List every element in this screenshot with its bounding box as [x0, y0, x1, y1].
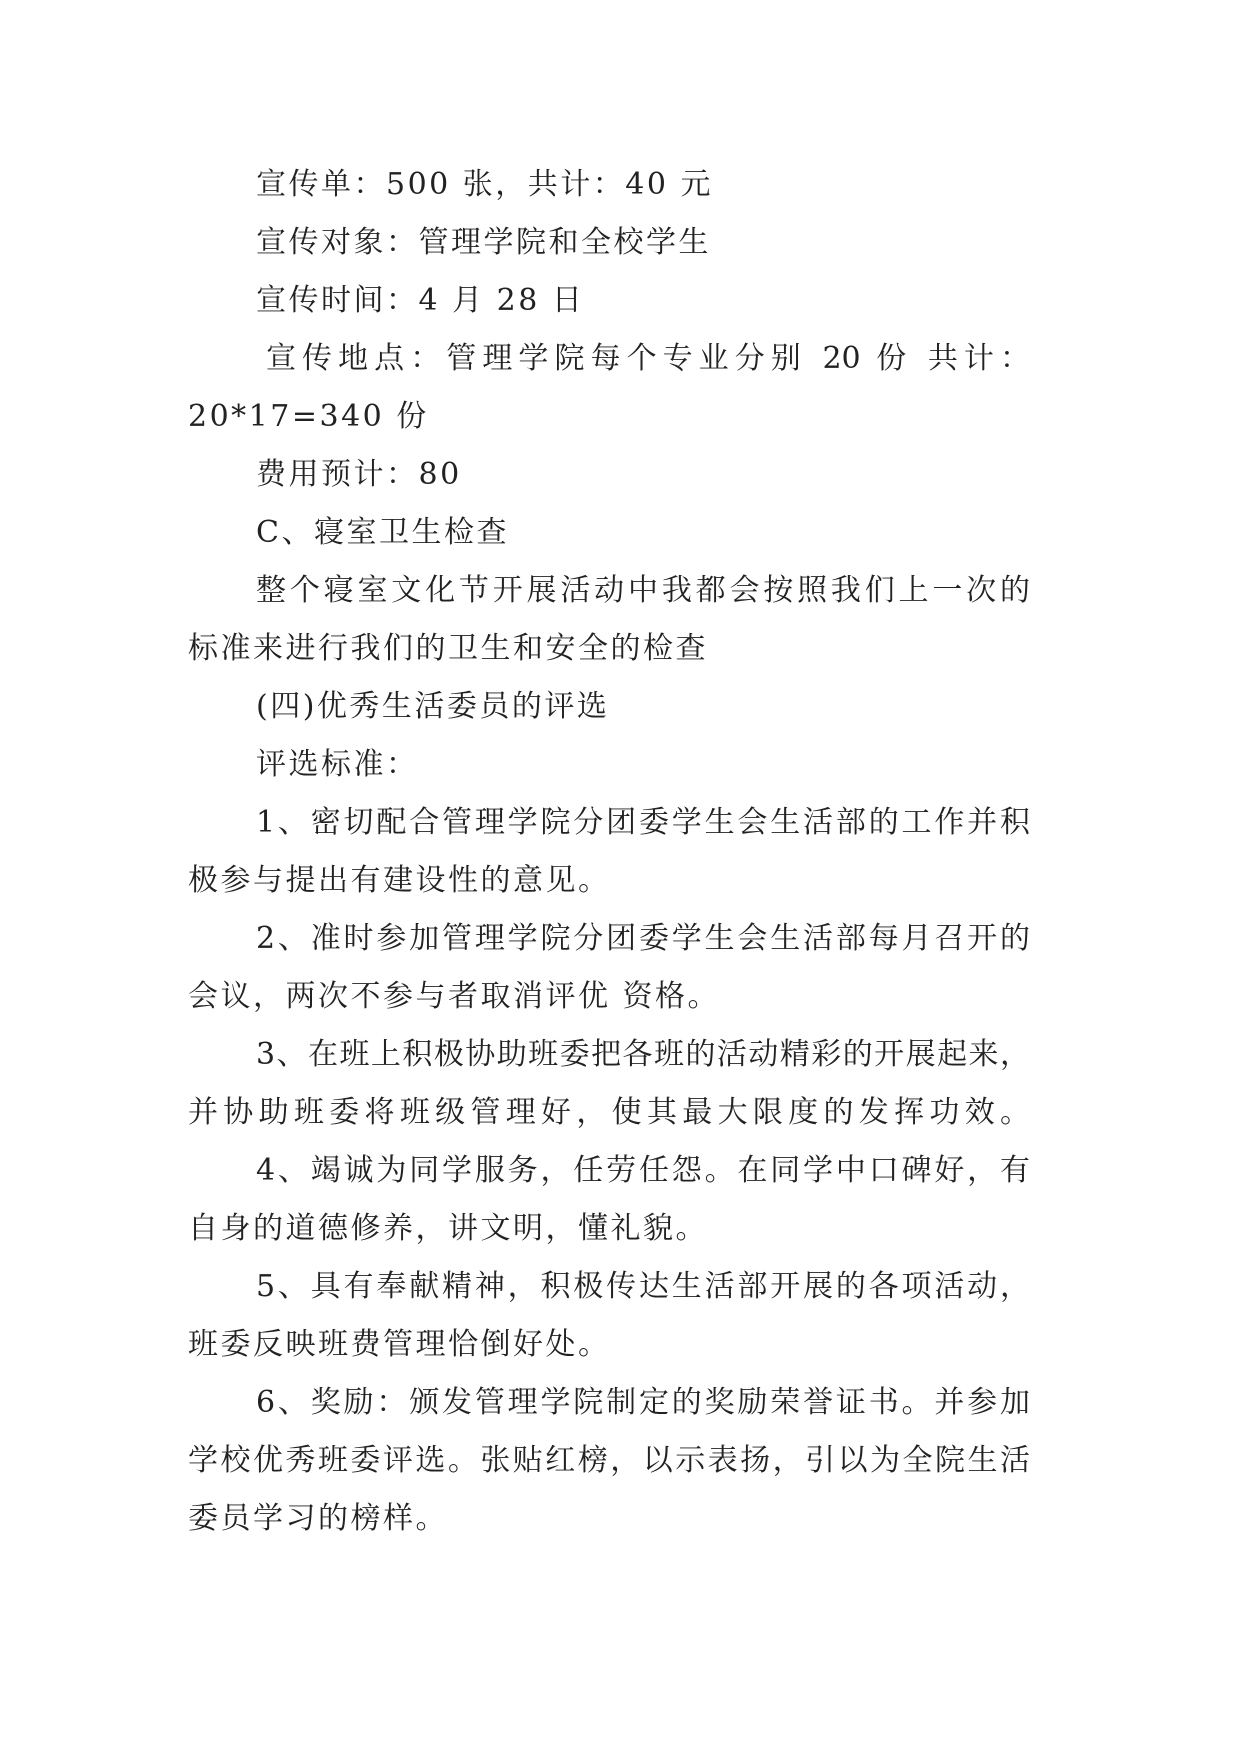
criterion-1-line-1: 1、密切配合管理学院分团委学生会生活部的工作并积 [256, 805, 1030, 840]
criterion-5-line-1: 5、具有奉献精神，积极传达生活部开展的各项活动， [256, 1269, 1030, 1304]
section-four-heading: (四)优秀生活委员的评选 [256, 689, 610, 724]
document-body [188, 156, 1058, 1548]
promotion-target-line: 宣传对象：管理学院和全校学生 [256, 225, 711, 260]
cost-estimate-line: 费用预计：80 [256, 457, 462, 492]
criterion-6-line-3: 委员学习的榜样。 [188, 1501, 448, 1536]
promotion-time-line: 宣传时间：4 月 28 日 [256, 283, 585, 318]
criterion-2-line-1: 2、准时参加管理学院分团委学生会生活部每月召开的 [256, 921, 1030, 956]
section-c-heading: C、寝室卫生检查 [256, 515, 509, 550]
criterion-5-line-2: 班委反映班费管理恰倒好处。 [188, 1327, 611, 1362]
criterion-3-line-1: 3、在班上积极协助班委把各班的活动精彩的开展起来， [256, 1037, 1030, 1072]
dorm-check-paragraph-line-2: 标准来进行我们的卫生和安全的检查 [188, 631, 708, 666]
promotion-location-continuation: 20*17=340 份 [188, 399, 429, 434]
criterion-4-line-1: 4、竭诚为同学服务，任劳任怨。在同学中口碑好，有 [256, 1153, 1030, 1188]
criterion-3-line-2: 并协助班委将班级管理好，使其最大限度的发挥功效。 [188, 1095, 1030, 1130]
promotion-location-line: 宣传地点：管理学院每个专业分别 20 份 共计： [266, 341, 1030, 376]
criterion-1-line-2: 极参与提出有建设性的意见。 [188, 863, 611, 898]
criteria-heading: 评选标准： [256, 747, 419, 782]
flyer-cost-line: 宣传单：500 张，共计：40 元 [256, 167, 714, 202]
criterion-2-line-2: 会议，两次不参与者取消评优 资格。 [188, 979, 721, 1014]
criterion-4-line-2: 自身的道德修养，讲文明，懂礼貌。 [188, 1211, 708, 1246]
criterion-6-line-1: 6、奖励：颁发管理学院制定的奖励荣誉证书。并参加 [256, 1385, 1030, 1420]
criterion-6-line-2: 学校优秀班委评选。张贴红榜，以示表扬，引以为全院生活 [188, 1443, 1030, 1478]
dorm-check-paragraph-line-1: 整个寝室文化节开展活动中我都会按照我们上一次的 [256, 573, 1030, 608]
